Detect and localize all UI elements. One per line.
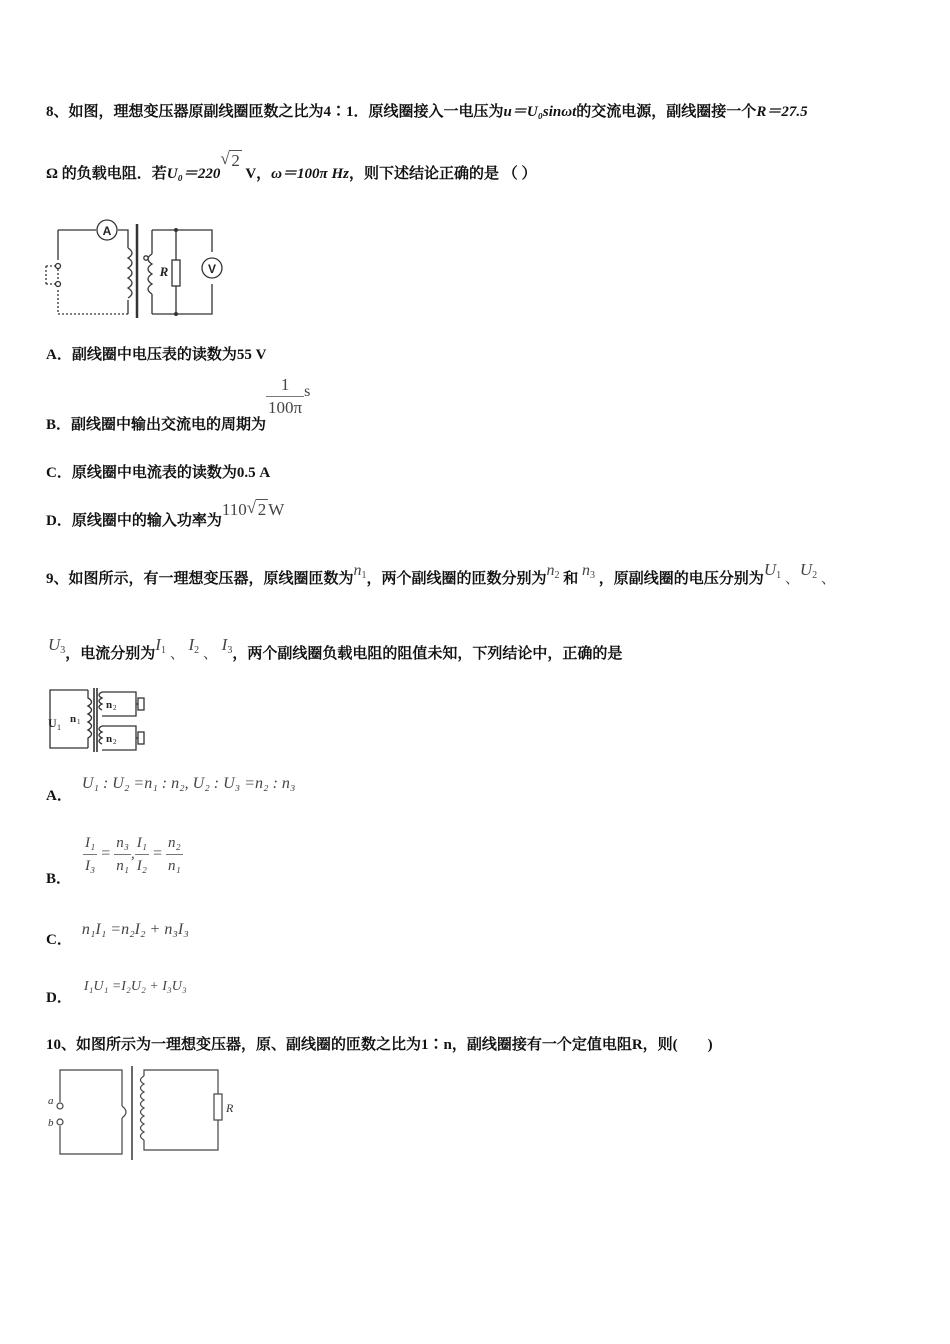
q9-fig-n2b-label: n <box>106 733 113 745</box>
voltmeter-label: V <box>207 262 217 276</box>
q8-stem-line1: 8、如图，理想变压器原副线圈匝数之比为4∶1．原线圈接入一电压为u＝U₀sinωt的交流电源，副线圈接一个R＝27.5 <box>46 104 808 120</box>
svg-text:2: 2 <box>113 704 117 712</box>
q9-stem-line2: $U_3$，电流分别为$I_1$ 、 $I_2$ 、 $I_3$，两个副线圈负载电阻的阻值未知，下列结论中，正确的是 <box>48 635 623 662</box>
q9-stem-line1: 9、如图所示，有一理想变压器，原线圈匝数为$n_1$，两个副线圈的匝数分别为$n_2$ 和 $n_3$ ，原副线圈的电压分别为$U_1$ 、$U_2$ 、 <box>46 560 836 587</box>
q8-option-c[interactable]: C．原线圈中电流表的读数为0.5 A <box>46 465 271 481</box>
svg-text:2: 2 <box>113 738 117 746</box>
resistor-label: R <box>159 264 169 279</box>
q10-resistor-label: R <box>226 1101 234 1115</box>
q9-option-a[interactable]: A．U₁ : U₂ =n₁ : n₂, U₂ : U₃ =n₂ : n₃ <box>46 775 296 804</box>
q8-circuit-figure <box>44 218 234 322</box>
terminal-b-label: b <box>48 1117 54 1129</box>
ammeter-label: A <box>102 224 112 238</box>
q9-fig-n2-label: n <box>106 699 113 711</box>
q9-option-b[interactable]: B． $\frac{\text{I₁}}{\text{I₃}}$ = $\frac{\text{n₃}}{\text{n₁}}$ , $\frac{\text{I₁}}{\text{I₂}}$ = $\frac{\text{n₂}}{\text{n₁}}$ <box>46 832 183 877</box>
terminal-a-label: a <box>48 1095 54 1107</box>
q8-option-d[interactable]: D．原线圈中的输入功率为110 √ 2 W <box>46 498 285 529</box>
q8-stem-line2: Ω 的负载电阻．若U₀＝220 √ 2 V，ω＝100π Hz，则下述结论正确的是 （ ） <box>46 149 537 182</box>
svg-text:1: 1 <box>77 718 81 726</box>
svg-text:1: 1 <box>57 723 61 732</box>
q8-option-b[interactable]: B．副线圈中输出交流电的周期为 $\frac{1}{100\pi}$ s <box>46 375 311 433</box>
q10-stem: 10、如图所示为一理想变压器，原、副线圈的匝数之比为1∶n，副线圈接有一个定值电阻R，则( ) <box>46 1037 713 1053</box>
q10-transformer-figure <box>44 1064 244 1164</box>
q9-transformer-figure <box>44 686 154 754</box>
q9-fig-u1-label: U <box>48 716 57 730</box>
q9-fig-n1-label: n <box>70 713 77 725</box>
q8-option-a[interactable]: A．副线圈中电压表的读数为55 V <box>46 347 267 363</box>
q9-option-d[interactable]: D．I₁U₁ =I₂U₂ + I₃U₃ <box>46 979 187 1006</box>
q9-option-c[interactable]: C．n₁I₁ =n₂I₂ + n₃I₃ <box>46 921 189 948</box>
